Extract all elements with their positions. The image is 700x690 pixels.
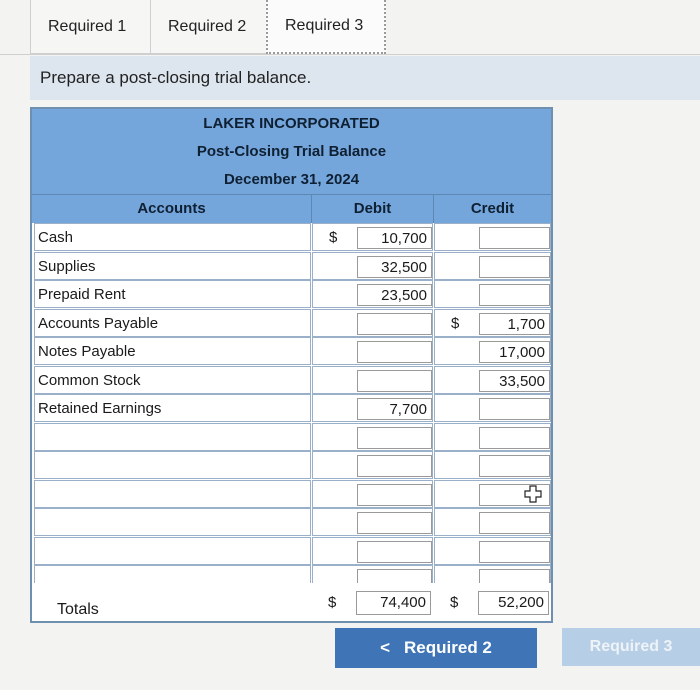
tab-label: Required 1 — [48, 17, 127, 35]
column-header-credit: Credit — [434, 195, 551, 223]
debit-cell — [312, 280, 433, 308]
credit-input[interactable] — [479, 256, 550, 278]
total-debit-cell — [312, 589, 433, 617]
debit-input[interactable] — [357, 256, 432, 278]
chevron-left-icon: < — [380, 638, 391, 657]
account-name-input[interactable]: Accounts Payable — [34, 309, 311, 337]
debit-cell — [312, 252, 433, 280]
column-header-accounts: Accounts — [32, 195, 312, 223]
debit-value: 23,500 — [381, 287, 427, 304]
tab-required-2[interactable] — [150, 0, 266, 54]
credit-cell — [434, 337, 551, 365]
credit-value: 1,700 — [507, 315, 545, 333]
account-name-input[interactable]: Retained Earnings — [34, 394, 311, 422]
statement-date: December 31, 2024 — [32, 166, 551, 195]
total-debit-value: 74,400 — [380, 594, 426, 611]
credit-input[interactable] — [479, 341, 550, 363]
debit-value: 10,700 — [381, 230, 427, 247]
debit-input[interactable] — [357, 370, 432, 392]
previous-required-2-button[interactable] — [335, 628, 537, 668]
totals-row — [32, 583, 551, 621]
credit-input[interactable] — [479, 370, 550, 392]
debit-cell — [312, 337, 433, 365]
instruction-banner — [30, 56, 700, 100]
account-name-input[interactable] — [34, 537, 311, 565]
total-credit-value: 52,200 — [498, 594, 544, 611]
debit-input[interactable] — [357, 398, 432, 420]
debit-cell — [312, 394, 433, 422]
credit-value: 17,000 — [499, 344, 545, 361]
debit-input[interactable] — [357, 512, 432, 534]
debit-cell — [312, 223, 433, 251]
credit-input[interactable] — [479, 427, 550, 449]
debit-input[interactable] — [357, 341, 432, 363]
debit-cell — [312, 480, 433, 508]
credit-cell — [434, 537, 551, 565]
dollar-sign: $ — [328, 594, 337, 611]
account-name-input[interactable] — [34, 480, 311, 508]
debit-value: 7,700 — [389, 401, 427, 418]
credit-value: 33,500 — [499, 372, 545, 390]
move-cursor-icon — [523, 484, 543, 504]
next-button-label: Required 3 — [589, 638, 673, 655]
table-row — [32, 423, 551, 451]
credit-input[interactable] — [479, 227, 550, 249]
debit-input[interactable] — [357, 484, 432, 506]
credit-cell — [434, 508, 551, 536]
debit-input[interactable] — [357, 313, 432, 335]
next-required-3-button[interactable] — [562, 628, 700, 666]
debit-cell — [312, 508, 433, 536]
debit-input[interactable] — [357, 284, 432, 306]
table-row — [32, 537, 551, 565]
credit-cell — [434, 451, 551, 479]
credit-cell — [434, 223, 551, 251]
debit-cell — [312, 423, 433, 451]
table-row — [32, 394, 551, 422]
debit-input[interactable] — [357, 227, 432, 249]
table-row — [32, 508, 551, 536]
credit-cell — [434, 480, 551, 508]
company-name: LAKER INCORPORATED — [32, 109, 551, 137]
debit-input[interactable] — [357, 427, 432, 449]
debit-input[interactable] — [357, 541, 432, 563]
total-debit-input[interactable] — [356, 591, 431, 615]
tab-required-1[interactable] — [30, 0, 150, 54]
totals-label: Totals — [57, 601, 99, 618]
credit-cell — [434, 423, 551, 451]
credit-input[interactable] — [479, 284, 550, 306]
credit-input[interactable] — [479, 541, 550, 563]
credit-input[interactable] — [479, 455, 550, 477]
credit-input[interactable] — [479, 398, 550, 420]
table-row — [32, 309, 551, 337]
table-row — [32, 451, 551, 479]
column-header-debit: Debit — [312, 195, 434, 223]
table-row — [32, 366, 551, 394]
table-row — [32, 480, 551, 508]
dollar-sign: $ — [451, 314, 460, 332]
previous-button-label: Required 2 — [404, 638, 492, 657]
dollar-sign: $ — [329, 229, 338, 246]
debit-cell — [312, 366, 433, 394]
total-credit-input[interactable] — [478, 591, 549, 615]
statement-title: Post-Closing Trial Balance — [32, 137, 551, 166]
table-row — [32, 223, 551, 251]
credit-cell — [434, 366, 551, 394]
table-row — [32, 280, 551, 308]
debit-cell — [312, 537, 433, 565]
table-row — [32, 337, 551, 365]
account-name-input[interactable]: Notes Payable — [34, 337, 311, 365]
trial-balance-table — [30, 107, 553, 623]
tab-label: Required 2 — [168, 17, 247, 35]
tab-required-3[interactable] — [266, 0, 386, 54]
credit-cell — [434, 309, 551, 337]
table-row — [32, 252, 551, 280]
credit-input[interactable] — [479, 512, 550, 534]
account-name-input[interactable]: Prepaid Rent — [34, 280, 311, 308]
account-name-input[interactable]: Supplies — [34, 252, 311, 280]
total-credit-cell — [434, 589, 551, 617]
debit-value: 32,500 — [381, 258, 427, 276]
credit-cell — [434, 280, 551, 308]
account-name-input[interactable]: Cash — [34, 223, 311, 251]
debit-input[interactable] — [357, 455, 432, 477]
debit-cell — [312, 451, 433, 479]
tab-label: Required 3 — [285, 17, 364, 34]
tab-bar — [30, 0, 386, 56]
dollar-sign: $ — [450, 594, 459, 611]
debit-cell — [312, 309, 433, 337]
credit-cell — [434, 252, 551, 280]
credit-input[interactable] — [479, 313, 550, 335]
credit-cell — [434, 394, 551, 422]
account-name-input[interactable] — [34, 508, 311, 536]
account-name-input[interactable] — [34, 423, 311, 451]
instruction-text: Prepare a post-closing trial balance. — [40, 68, 312, 87]
account-name-input[interactable] — [34, 451, 311, 479]
account-name-input[interactable]: Common Stock — [34, 366, 311, 394]
